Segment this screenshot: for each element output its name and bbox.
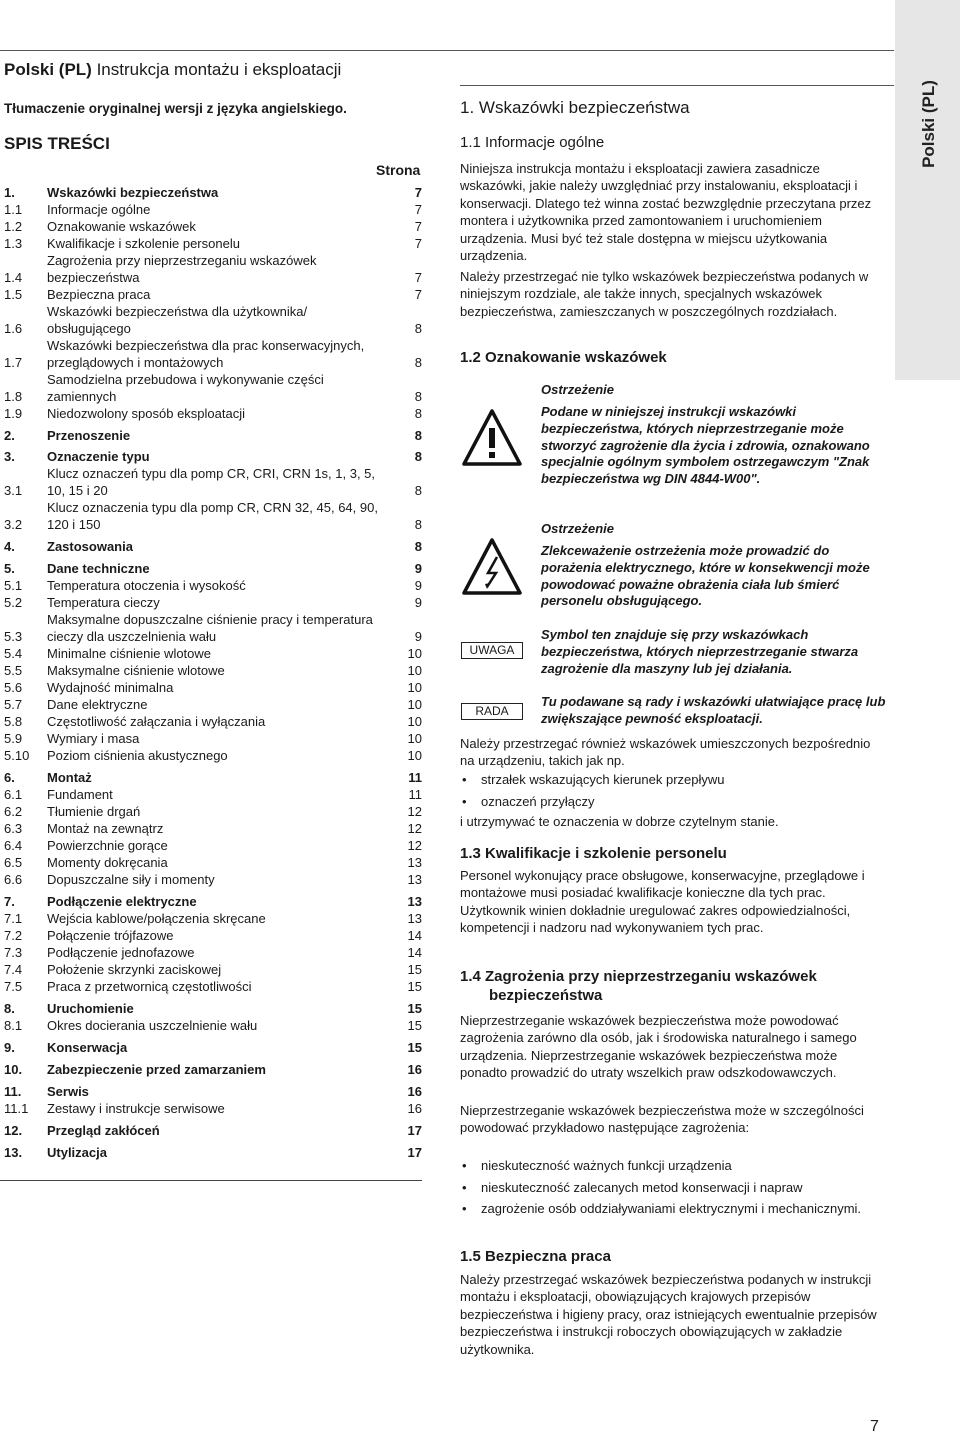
toc-row xyxy=(4,577,422,594)
toc-row xyxy=(4,645,422,662)
toc-row-title: Fundament xyxy=(47,787,113,802)
section-1-1-paragraph-2: Należy przestrzegać nie tylko wskazówek bezpieczeństwa podanych w niniejszym rozdziale, ale także innych, specjalnych wskazówek bezpieczeństwa, zamieszczanych w poszczególnych rozdziałach. xyxy=(460,269,869,319)
toc-row-number: 2. xyxy=(4,428,15,443)
section-1-4-heading: 1.4 Zagrożenia przy nieprzestrzeganiu wskazówek bezpieczeństwa xyxy=(460,968,817,1004)
section-1-4-paragraph-2: Nieprzestrzeganie wskazówek bezpieczeństwa może w szczególności powodować przykładowo następujące zagrożenia: xyxy=(460,1103,864,1136)
toc-row-page: 10 xyxy=(407,748,422,763)
toc-row-title: Zagrożenia przy nieprzestrzeganiu wskazówek bezpieczeństwa xyxy=(47,253,317,285)
toc-row-page: 8 xyxy=(414,483,422,498)
toc-bottom-rule xyxy=(0,1180,422,1181)
toc-row-number: 1.4 xyxy=(4,270,23,285)
toc-row xyxy=(4,803,422,820)
toc-row-page: 9 xyxy=(414,595,422,610)
toc-row-number: 6.4 xyxy=(4,838,23,853)
toc-row xyxy=(4,611,422,645)
toc-row-title: Zestawy i instrukcje serwisowe xyxy=(47,1101,225,1116)
toc-row-number: 1.7 xyxy=(4,355,23,370)
toc-row-title: Temperatura cieczy xyxy=(47,595,160,610)
toc-row xyxy=(4,747,422,764)
toc-row-page: 15 xyxy=(407,1040,422,1055)
toc-row-page: 11 xyxy=(408,787,422,802)
toc-row xyxy=(4,854,422,871)
toc-row-page: 10 xyxy=(407,697,422,712)
toc-row xyxy=(4,1100,422,1117)
section-1-2-paragraph-1: Należy przestrzegać również wskazówek umieszczonych bezpośrednio na urządzeniu, takich jak np. xyxy=(460,736,871,769)
toc-row-page: 13 xyxy=(407,855,422,870)
toc-row-number: 6.2 xyxy=(4,804,23,819)
toc-row xyxy=(4,820,422,837)
translation-note: Tłumaczenie oryginalnej wersji z języka angielskiego. xyxy=(4,101,347,116)
toc-row-page: 16 xyxy=(407,1084,422,1099)
section-1-5-heading: 1.5 Bezpieczna praca xyxy=(460,1248,611,1265)
toc-row-title: Wejścia kablowe/połączenia skręcane xyxy=(47,911,266,926)
list-item: • nieskuteczność zalecanych metod konserwacji i napraw xyxy=(460,1179,880,1197)
toc-row xyxy=(4,201,422,218)
warning-1-text: Podane w niniejszej instrukcji wskazówki bezpieczeństwa, których nieprzestrzeganie może stworzyć zagrożenie dla życia i zdrowia, oznakowano specjalnie ogólnym symbolem ostrzegawczym "Znak bezpieczeństwa wg DIN 4844-W00". xyxy=(541,404,870,487)
toc-row-title: Przegląd zakłóceń xyxy=(47,1123,160,1138)
toc-row-number: 8.1 xyxy=(4,1018,23,1033)
toc-row-page: 13 xyxy=(407,911,422,926)
page-number: 7 xyxy=(870,1418,879,1435)
rada-box: RADA xyxy=(461,703,523,720)
toc-row xyxy=(4,961,422,978)
toc-row-page: 8 xyxy=(414,406,422,421)
toc-row-title: Dane techniczne xyxy=(47,561,150,576)
section-1-1-paragraph-1: Niniejsza instrukcja montażu i eksploatacji zawiera zasadnicze wskazówki, jakie należy uwzględniać przy instalowaniu, eksploatacji i konserwacji. Dlatego też winna zostać bezwzględnie przeczytana przez montera i użytkownika przed zamontowaniem i uruchomieniem urządzenia. Musi być też stale dostępna w miejscu użytkowania urządzenia. xyxy=(460,161,872,264)
toc-row-number: 5.1 xyxy=(4,578,23,593)
toc-row-number: 6.6 xyxy=(4,872,23,887)
toc-row-title: Powierzchnie gorące xyxy=(47,838,168,853)
toc-row xyxy=(4,218,422,235)
toc-row-title: Poziom ciśnienia akustycznego xyxy=(47,748,228,763)
toc-row-page: 7 xyxy=(414,287,422,302)
toc-row-number: 11. xyxy=(4,1084,22,1099)
toc-row-number: 7.2 xyxy=(4,928,23,943)
toc-row xyxy=(4,1017,422,1034)
section-1-heading: 1. Wskazówki bezpieczeństwa xyxy=(460,98,690,117)
right-column-top-rule xyxy=(460,85,894,86)
toc-row-page: 17 xyxy=(407,1145,422,1160)
toc-row-page: 16 xyxy=(407,1062,422,1077)
toc-row xyxy=(4,730,422,747)
toc-row xyxy=(4,594,422,611)
toc-row-number: 6.5 xyxy=(4,855,23,870)
toc-row xyxy=(4,662,422,679)
toc-row-page: 12 xyxy=(407,804,422,819)
warning-2-text: Zlekceważenie ostrzeżenia może prowadzić do porażenia elektrycznego, które w konsekwencji może powodować poważne obrażenia ciała lub śmierć personelu obsługującego. xyxy=(541,543,870,609)
toc-row-title: Serwis xyxy=(47,1084,89,1099)
toc-row-title: Uruchomienie xyxy=(47,1001,134,1016)
toc-row-number: 5. xyxy=(4,561,15,576)
toc-row xyxy=(4,560,422,577)
toc-row-number: 10. xyxy=(4,1062,23,1077)
toc-row xyxy=(4,1039,422,1056)
section-1-4-paragraph-1: Nieprzestrzeganie wskazówek bezpieczeństwa może powodować zagrożenia zarówno dla osób, jak i środowiska naturalnego i samego urządzenia. Nieprzestrzeganie wskazówek bezpieczeństwa może ponadto prowadzić do utraty wszelkich praw odszkodowawczych. xyxy=(460,1013,857,1081)
toc-row-title: Klucz oznaczeń typu dla pomp CR, CRI, CRN 1s, 1, 3, 5, 10, 15 i 20 xyxy=(47,466,376,498)
section-1-5-paragraph: Należy przestrzegać wskazówek bezpieczeństwa podanych w instrukcji montażu i eksploatacji, obowiązujących krajowych przepisów bezpieczeństwa i higieny pracy, oraz istniejących ewentualnie przepisów bezpieczeństwa i instrukcji roboczych obowiązujących w zakładzie użytkownika. xyxy=(460,1272,877,1357)
toc-row-title: Dane elektryczne xyxy=(47,697,148,712)
toc-row-number: 11.1 xyxy=(4,1101,29,1116)
list-item: • oznaczeń przyłączy xyxy=(460,793,880,811)
toc-row-number: 5.9 xyxy=(4,731,23,746)
toc-row-page: 9 xyxy=(414,629,422,644)
toc-row-title: Praca z przetwornicą częstotliwości xyxy=(47,979,252,994)
toc-row xyxy=(4,448,422,465)
toc-row-title: Przenoszenie xyxy=(47,428,131,443)
warning-2-label: Ostrzeżenie xyxy=(541,521,614,536)
table-of-contents xyxy=(4,184,422,1161)
toc-row-title: Temperatura otoczenia i wysokość xyxy=(47,578,246,593)
toc-row xyxy=(4,786,422,803)
toc-row xyxy=(4,978,422,995)
section-1-3-paragraph: Personel wykonujący prace obsługowe, konserwacyjne, przeglądowe i montażowe musi posiadać kwalifikacje konieczne dla tych prac. Użytkownik winien dokładnie uregulować zakres odpowiedzialności, kompetencji i nadzoru nad wykonywaniem tych prac. xyxy=(460,868,865,936)
toc-row-number: 3.1 xyxy=(4,483,23,498)
toc-row-number: 13. xyxy=(4,1145,23,1160)
toc-row-title: Oznakowanie wskazówek xyxy=(47,219,196,234)
toc-row-number: 6. xyxy=(4,770,15,785)
toc-row-title: Klucz oznaczenia typu dla pomp CR, CRN 32, 45, 64, 90, 120 i 150 xyxy=(47,500,378,532)
toc-row-number: 1.6 xyxy=(4,321,23,336)
toc-row-title: Dopuszczalne siły i momenty xyxy=(47,872,215,887)
toc-row xyxy=(4,927,422,944)
toc-row-number: 1.8 xyxy=(4,389,23,404)
list-item: • strzałek wskazujących kierunek przepływu xyxy=(460,771,880,789)
uwaga-box: UWAGA xyxy=(461,642,523,659)
toc-row-number: 7.3 xyxy=(4,945,23,960)
toc-row xyxy=(4,465,422,499)
toc-row xyxy=(4,427,422,444)
toc-row xyxy=(4,679,422,696)
toc-row-page: 9 xyxy=(414,561,422,576)
toc-row xyxy=(4,303,422,337)
toc-row xyxy=(4,1122,422,1139)
toc-row-number: 5.7 xyxy=(4,697,23,712)
toc-row-page: 8 xyxy=(414,428,422,443)
toc-row xyxy=(4,1061,422,1078)
language-side-tab xyxy=(895,0,960,380)
toc-row-number: 5.10 xyxy=(4,748,30,763)
toc-row xyxy=(4,184,422,201)
toc-row xyxy=(4,337,422,371)
toc-row-page: 7 xyxy=(414,270,422,285)
toc-row-title: Utylizacja xyxy=(47,1145,107,1160)
toc-row xyxy=(4,837,422,854)
toc-row-title: Oznaczenie typu xyxy=(47,449,150,464)
section-1-2-paragraph-2: i utrzymywać te oznaczenia w dobrze czytelnym stanie. xyxy=(460,814,779,829)
toc-row-title: Zabezpieczenie przed zamarzaniem xyxy=(47,1062,266,1077)
toc-row-title: Konserwacja xyxy=(47,1040,128,1055)
toc-row-title: Samodzielna przebudowa i wykonywanie części zamiennych xyxy=(47,372,324,404)
list-item: • zagrożenie osób oddziaływaniami elektrycznymi i mechanicznymi. xyxy=(460,1200,880,1218)
toc-row-title: Wskazówki bezpieczeństwa xyxy=(47,185,219,200)
toc-row-number: 1. xyxy=(4,185,15,200)
toc-row-title: Okres docierania uszczelnienie wału xyxy=(47,1018,258,1033)
toc-row-page: 8 xyxy=(414,449,422,464)
toc-row-number: 5.4 xyxy=(4,646,23,661)
toc-row-title: Niedozwolony sposób eksploatacji xyxy=(47,406,246,421)
uwaga-text: Symbol ten znajduje się przy wskazówkach bezpieczeństwa, których nieprzestrzeganie stwarza zagrożenie dla maszyny lub jej działania. xyxy=(541,627,859,676)
toc-row-page: 16 xyxy=(407,1101,422,1116)
toc-row-number: 6.1 xyxy=(4,787,23,802)
section-1-1-heading: 1.1 Informacje ogólne xyxy=(460,134,605,151)
toc-heading: SPIS TREŚCI xyxy=(4,134,110,153)
toc-row-title: Połączenie trójfazowe xyxy=(47,928,174,943)
toc-row xyxy=(4,538,422,555)
toc-row-page: 8 xyxy=(414,389,422,404)
toc-row-number: 5.5 xyxy=(4,663,23,678)
toc-row-page: 13 xyxy=(407,872,422,887)
toc-row-title: Montaż xyxy=(47,770,92,785)
toc-row-title: Informacje ogólne xyxy=(47,202,151,217)
toc-row-title: Podłączenie jednofazowe xyxy=(47,945,195,960)
section-1-2-heading: 1.2 Oznakowanie wskazówek xyxy=(460,349,667,366)
toc-row-title: Kwalifikacje i szkolenie personelu xyxy=(47,236,240,251)
toc-row-page: 15 xyxy=(407,962,422,977)
toc-row-page: 10 xyxy=(407,731,422,746)
toc-row-page: 14 xyxy=(407,928,422,943)
toc-row-title: Montaż na zewnątrz xyxy=(47,821,164,836)
toc-row-title: Maksymalne ciśnienie wlotowe xyxy=(47,663,225,678)
section-1-4-bullets xyxy=(460,1157,880,1222)
toc-row-page: 15 xyxy=(407,979,422,994)
section-1-3-heading: 1.3 Kwalifikacje i szkolenie personelu xyxy=(460,845,727,862)
toc-row-page: 7 xyxy=(414,202,422,217)
toc-row-page: 15 xyxy=(407,1018,422,1033)
toc-row-number: 6.3 xyxy=(4,821,23,836)
toc-row-title: Momenty dokręcania xyxy=(47,855,168,870)
toc-row-number: 8. xyxy=(4,1001,15,1016)
toc-row xyxy=(4,910,422,927)
toc-row-page: 7 xyxy=(414,236,422,251)
toc-row-number: 3. xyxy=(4,449,15,464)
toc-row-number: 1.5 xyxy=(4,287,23,302)
toc-row-number: 4. xyxy=(4,539,15,554)
toc-row-number: 7.1 xyxy=(4,911,23,926)
toc-row xyxy=(4,1144,422,1161)
toc-row xyxy=(4,713,422,730)
toc-row-number: 1.3 xyxy=(4,236,23,251)
toc-row-number: 5.2 xyxy=(4,595,23,610)
toc-row-number: 7.4 xyxy=(4,962,23,977)
toc-row-page: 14 xyxy=(407,945,422,960)
document-title: Polski (PL) Instrukcja montażu i eksploatacji xyxy=(4,60,342,79)
toc-row-page: 8 xyxy=(414,321,422,336)
toc-row-title: Częstotliwość załączania i wyłączania xyxy=(47,714,266,729)
toc-row xyxy=(4,1000,422,1017)
toc-row-number: 7.5 xyxy=(4,979,23,994)
toc-row xyxy=(4,252,422,286)
toc-row xyxy=(4,286,422,303)
toc-row xyxy=(4,769,422,786)
toc-row xyxy=(4,893,422,910)
toc-row xyxy=(4,371,422,405)
toc-row-number: 1.1 xyxy=(4,202,23,217)
toc-row-page: 8 xyxy=(414,539,422,554)
toc-row-page: 9 xyxy=(414,578,422,593)
toc-row xyxy=(4,871,422,888)
list-item: • nieskuteczność ważnych funkcji urządzenia xyxy=(460,1157,880,1175)
toc-row-page: 12 xyxy=(407,821,422,836)
toc-row-number: 3.2 xyxy=(4,517,23,532)
toc-row-page: 10 xyxy=(407,663,422,678)
toc-row xyxy=(4,1083,422,1100)
toc-row-page: 13 xyxy=(407,894,422,909)
toc-row-page: 7 xyxy=(414,219,422,234)
toc-row xyxy=(4,405,422,422)
toc-row-number: 9. xyxy=(4,1040,15,1055)
toc-page-column-label: Strona xyxy=(376,162,421,178)
toc-row-title: Maksymalne dopuszczalne ciśnienie pracy i temperatura cieczy dla uszczelnienia wału xyxy=(47,612,373,644)
toc-row-page: 8 xyxy=(414,517,422,532)
toc-row-page: 11 xyxy=(408,770,422,785)
language-side-tab-label: Polski (PL) xyxy=(919,80,938,168)
toc-row-page: 7 xyxy=(414,185,422,200)
toc-row-number: 5.8 xyxy=(4,714,23,729)
toc-row-title: Bezpieczna praca xyxy=(47,287,151,302)
toc-row xyxy=(4,499,422,533)
toc-row-page: 17 xyxy=(407,1123,422,1138)
toc-row-number: 1.9 xyxy=(4,406,23,421)
toc-row-page: 15 xyxy=(407,1001,422,1016)
toc-row-number: 12. xyxy=(4,1123,23,1138)
toc-row xyxy=(4,944,422,961)
warning-triangle-icon xyxy=(461,408,523,468)
toc-row-title: Zastosowania xyxy=(47,539,133,554)
toc-row-title: Minimalne ciśnienie wlotowe xyxy=(47,646,212,661)
toc-row-title: Wydajność minimalna xyxy=(47,680,174,695)
toc-row-number: 5.6 xyxy=(4,680,23,695)
electric-hazard-icon xyxy=(461,537,523,597)
toc-row-title: Wskazówki bezpieczeństwa dla prac konserwacyjnych, przeglądowych i montażowych xyxy=(47,338,365,370)
toc-row-title: Wymiary i masa xyxy=(47,731,140,746)
section-1-2-bullets xyxy=(460,771,880,814)
toc-row-page: 10 xyxy=(407,646,422,661)
toc-row xyxy=(4,696,422,713)
toc-row-page: 8 xyxy=(414,355,422,370)
toc-row-number: 1.2 xyxy=(4,219,23,234)
toc-row-title: Podłączenie elektryczne xyxy=(47,894,197,909)
toc-row-number: 5.3 xyxy=(4,629,23,644)
toc-row xyxy=(4,235,422,252)
toc-row-title: Położenie skrzynki zaciskowej xyxy=(47,962,222,977)
toc-row-title: Wskazówki bezpieczeństwa dla użytkownika/ obsługującego xyxy=(47,304,308,336)
top-rule xyxy=(0,50,894,51)
toc-row-title: Tłumienie drgań xyxy=(47,804,141,819)
toc-row-page: 12 xyxy=(407,838,422,853)
toc-row-page: 10 xyxy=(407,680,422,695)
toc-row-page: 10 xyxy=(407,714,422,729)
toc-row-number: 7. xyxy=(4,894,15,909)
rada-text: Tu podawane są rady i wskazówki ułatwiające pracę lub zwiększające pewność eksploatacji. xyxy=(541,694,886,726)
warning-1-label: Ostrzeżenie xyxy=(541,382,614,397)
